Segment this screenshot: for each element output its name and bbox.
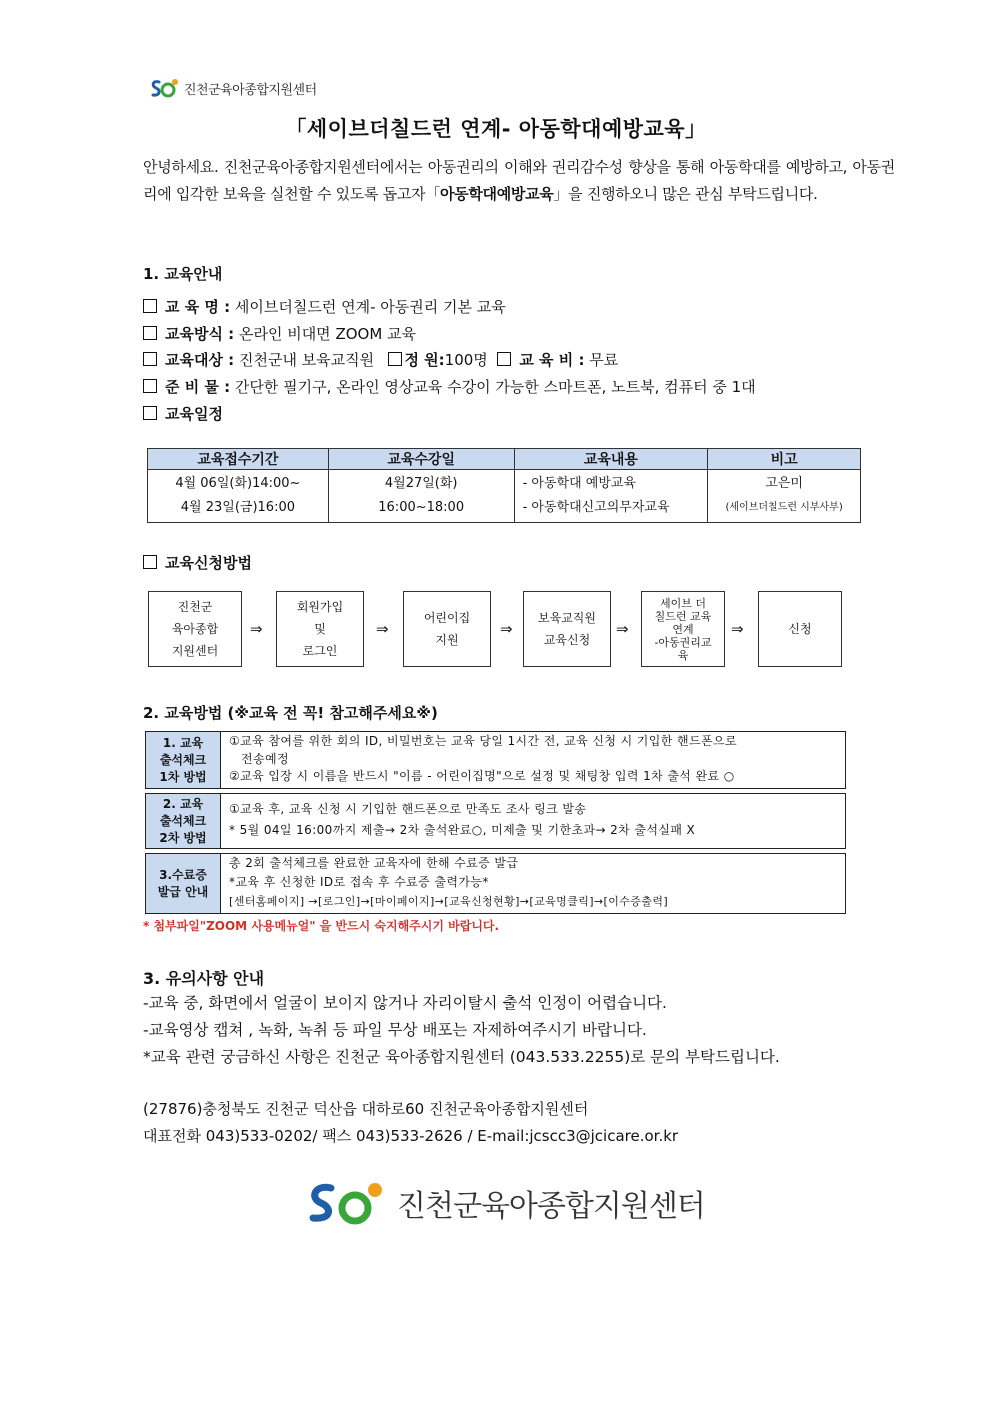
checkbox-icon (143, 299, 157, 313)
info-item-schedule: 교육일정 (143, 403, 223, 424)
period-cell: 4월 06일(화)14:00~ 4월 23일(금)16:00 (148, 470, 329, 523)
checkbox-icon (388, 352, 402, 366)
notice-list (143, 990, 780, 1071)
footer-logo (305, 1178, 705, 1228)
method-row-1 (145, 731, 846, 789)
section3-heading: 3. 유의사항 안내 (143, 969, 265, 988)
notice-item: -교육영상 캡쳐 , 녹화, 녹취 등 파일 무상 배포는 자제하여주시기 바랍니다. (143, 1021, 647, 1039)
col-header: 교육내용 (514, 449, 708, 470)
intro-paragraph: 안녕하세요. 진천군육아종합지원센터에서는 아동권리의 이해와 권리감수성 향상을 통해 아동학대를 예방하고, 아동권리에 입각한 보육을 실천할 수 있도록 돕고자「아동학대예방교육」을 진행하오니 많은 관심 부탁드립니다. (143, 158, 895, 203)
header-org-name: 진천군육아종합지원센터 (184, 82, 317, 98)
notice-item: -교육 중, 화면에서 얼굴이 보이지 않거나 자리이탈시 출석 인정이 어렵습니다. (143, 994, 667, 1012)
footer-address: (27876)충청북도 진천군 덕산읍 대하로60 진천군육아종합지원센터 (143, 1100, 589, 1118)
header-logo (150, 76, 317, 100)
notice-item: *교육 관련 궁금하신 사항은 진천군 육아종합지원센터 (043.533.2255)로 문의 부탁드립니다. (143, 1048, 780, 1066)
flow-arrow: ⇒ (500, 620, 513, 638)
method-row-2 (145, 793, 846, 849)
method-content: ①교육 후, 교육 신청 시 기입한 핸드폰으로 만족도 조사 링크 발송 * 5월 04일 16:00까지 제출→ 2차 출석완료○, 미제출 및 기한초과→ 2차 출석실패 X (229, 802, 696, 837)
col-header: 교육수강일 (328, 449, 514, 470)
info-item-target: 교육대상 : 진천군내 보육교직원 정 원:100명 교 육 비 : 무료 (143, 349, 618, 370)
content-cell: - 아동학대 예방교육 - 아동학대신고의무자교육 (514, 470, 708, 523)
footer-phone-email: 대표전화 043)533-0202/ 팩스 043)533-2626 / E-mail:jcscc3@jcicare.or.kr (143, 1127, 679, 1145)
checkbox-icon (143, 555, 157, 569)
section2-heading: 2. 교육방법 (※교육 전 꼭! 참고해주세요※) (143, 704, 438, 722)
flow-arrow: ⇒ (616, 620, 629, 638)
zoom-manual-warning: * 첨부파일"ZOOM 사용메뉴얼" 을 반드시 숙지해주시기 바랍니다. (143, 919, 500, 933)
apply-heading: 교육신청방법 (143, 552, 252, 573)
flow-arrow: ⇒ (250, 620, 263, 638)
table-header-row (148, 449, 861, 470)
col-header: 교육접수기간 (148, 449, 329, 470)
method-label: 1. 교육 출석체크 1차 방법 (146, 732, 221, 788)
date-cell: 4월27일(화) 16:00~18:00 (328, 470, 514, 523)
flow-step: 회원가입 및 로그인 (276, 591, 364, 667)
checkbox-icon (143, 352, 157, 366)
center-logo-icon (305, 1178, 389, 1228)
method-label: 3.수료증 발급 안내 (146, 854, 221, 913)
footer-contact (143, 1096, 678, 1150)
flow-step: 신청 (758, 591, 842, 667)
checkbox-icon (497, 352, 511, 366)
method-content: ①교육 참여를 위한 회의 ID, 비밀번호는 교육 당일 1시간 전, 교육 신청 시 기입한 핸드폰으로 전송예정 ②교육 입장 시 이름을 반드시 "이름 - 어린이집명"으로 설정 및 채팅창 입력 1차 출석 완료 ○ (229, 734, 737, 783)
info-item-title: 교 육 명 : 세이브더칠드런 연계- 아동권리 기본 교육 (143, 296, 506, 317)
note-cell: 고은미 (세이브더칠드런 시부사부) (708, 470, 861, 523)
section1-heading: 1. 교육안내 (143, 265, 223, 283)
flow-step: 어린이집 지원 (403, 591, 491, 667)
info-item-method: 교육방식 : 온라인 비대면 ZOOM 교육 (143, 323, 416, 344)
checkbox-icon (143, 379, 157, 393)
checkbox-icon (143, 406, 157, 420)
schedule-table (147, 448, 861, 523)
flow-step: 보육교직원 교육신청 (523, 591, 611, 667)
method-row-3 (145, 853, 846, 914)
page-title: 「세이브더칠드런 연계- 아동학대예방교육」 (285, 117, 707, 141)
flow-step: 세이브 더 칠드런 교육 연계 -아동권리교 육 (641, 591, 725, 667)
method-content: 총 2회 출석체크를 완료한 교육자에 한해 수료증 발급 *교육 후 신청한 ID로 접속 후 수료증 출력가능* [센터홈페이지] →[로그인]→[마이페이지]→[교육신청현황]→[교육명클릭]→[이수증출력] (229, 856, 669, 908)
center-logo-icon (150, 76, 180, 100)
col-header: 비고 (708, 449, 861, 470)
flow-arrow: ⇒ (731, 620, 744, 638)
flow-step: 진천군 육아종합 지원센터 (148, 591, 242, 667)
checkbox-icon (143, 326, 157, 340)
table-row (148, 470, 861, 523)
footer-org-name: 진천군육아종합지원센터 (397, 1189, 705, 1224)
info-item-supplies: 준 비 물 : 간단한 필기구, 온라인 영상교육 수강이 가능한 스마트폰, 노트북, 컴퓨터 중 1대 (143, 376, 756, 397)
method-label: 2. 교육 출석체크 2차 방법 (146, 794, 221, 848)
flow-arrow: ⇒ (376, 620, 389, 638)
